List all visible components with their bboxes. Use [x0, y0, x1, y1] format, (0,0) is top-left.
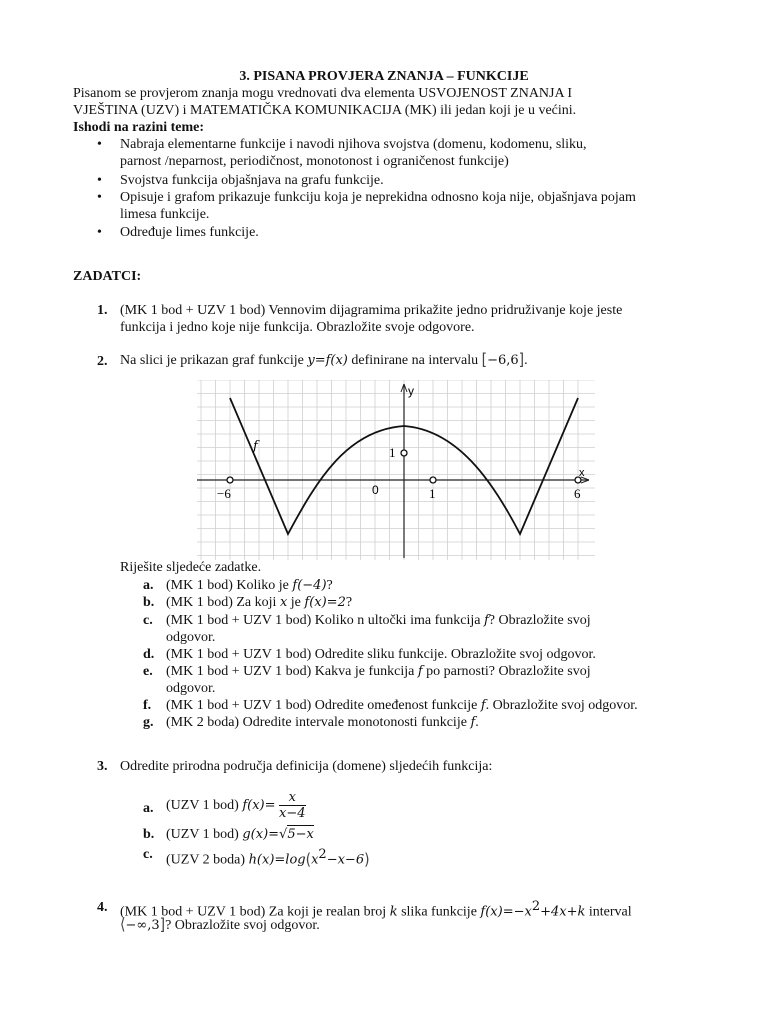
task-4-t3: interval [585, 904, 632, 920]
tasks-heading: ZADATCI: [73, 269, 142, 284]
task-3-text: Odredite prirodna područja definicija (domene) sljedećih funkcija: [120, 759, 493, 774]
sub-f-t2: . Obrazložite svoj odgovor. [485, 698, 638, 713]
sub-g-label: g. [143, 715, 154, 730]
task-1-number: 1. [97, 303, 108, 318]
task-4-formula-b: +4x+k [540, 904, 586, 920]
open-point-y1 [401, 450, 407, 456]
sub-a-formula: f(−4) [292, 578, 327, 593]
sub-g-t2: . [475, 715, 479, 730]
outcome-2: Svojstva funkcija objašnjava na grafu funkcije. [120, 173, 384, 188]
task3-sub-c-lhs: h(x)=log [248, 852, 306, 868]
outcome-4: Određuje limes funkcije. [120, 225, 259, 240]
outcome-1-line-2: parnost /neparnost, periodičnost, monotonost i ograničenost funkcije) [120, 154, 509, 169]
intro-line-2: VJEŠTINA (UZV) i MATEMATIČKA KOMUNIKACIJA (MK) ili jedan koji je u većini. [73, 103, 577, 118]
sqrt-icon: √ [279, 827, 288, 842]
outcomes-heading: Ishodi na razini teme: [73, 120, 205, 135]
sub-c-f: f [483, 613, 489, 628]
tick-label-origin: 0 [372, 483, 379, 497]
sub-c-t1: (MK 1 bod + UZV 1 bod) Koliko n ultočki ima funkcija [166, 613, 484, 628]
task3-sub-c-label: c. [143, 847, 153, 862]
interval-bracket-left: [ [481, 350, 488, 370]
sub-b-t3: ? [345, 595, 353, 610]
task-2-text-a: Na slici je prikazan graf funkcije [120, 353, 304, 368]
graph-grid [197, 380, 595, 560]
y-axis-label: y [408, 384, 414, 398]
sub-c-text [166, 612, 726, 629]
document-title: 3. PISANA PROVJERA ZNANJA – FUNKCIJE [239, 69, 529, 84]
task-4-line-2 [120, 917, 720, 934]
task3-sub-a [166, 790, 726, 821]
task-4-t2: slika funkcije [397, 904, 481, 920]
sub-g-t1: (MK 2 boda) Odredite intervale monotonosti funkcije [166, 715, 471, 730]
task-3-number: 3. [97, 759, 108, 774]
intro-line-1: Pisanom se provjerom znanja mogu vrednovati dva elementa USVOJENOST ZNANJA I [73, 86, 572, 101]
outcome-3-line-1: Opisuje i grafom prikazuje funkciju koja je neprekidna odnosno koja nije, objašnjava pojam [120, 190, 636, 205]
f-label: f [253, 439, 258, 454]
sub-b-label: b. [143, 595, 155, 610]
log-arg-b: −x−6 [326, 852, 365, 868]
task-2-formula: y=f(x) [307, 353, 348, 368]
open-point-neg6 [227, 477, 233, 483]
task-4-number: 4. [97, 900, 108, 915]
outcome-1-line-1: Nabraja elementarne funkcije i navodi njihova svojstva (domenu, kodomenu, sliku, [120, 137, 587, 152]
sub-d-label: d. [143, 647, 155, 662]
sub-c-t2: ? Obrazložite svoj [488, 613, 591, 628]
interval-paren-left: ⟨ [120, 915, 126, 935]
task-2-text-b: definirane na intervalu [351, 353, 479, 368]
fraction-denominator: x−4 [279, 806, 306, 821]
task3-sub-b [166, 826, 726, 843]
task3-sub-a-text: (UZV 1 bod) [166, 798, 239, 813]
tick-label-1: 1 [429, 486, 436, 501]
bullet: • [97, 225, 102, 240]
bullet: • [97, 173, 102, 188]
sub-e-t2: po parnosti? Obrazložite svoj [422, 664, 591, 679]
sub-e-text [166, 663, 726, 680]
task-4-k: k [389, 904, 398, 920]
tick-label-6: 6 [574, 486, 581, 501]
sub-d-text: (MK 1 bod + UZV 1 bod) Odredite sliku funkcije. Obrazložite svoj odgovor. [166, 647, 596, 662]
task3-sub-b-text: (UZV 1 bod) [166, 827, 239, 842]
task-2-solve: Riješite sljedeće zadatke. [120, 560, 262, 575]
radicand: 5−x [287, 827, 314, 842]
sub-c-line-2: odgovor. [166, 630, 216, 645]
task-2-interval: −6,6 [487, 353, 519, 368]
function-graph [197, 380, 595, 560]
interval-bracket-right: ] [159, 915, 166, 935]
sub-b-formula: f(x)=2 [304, 595, 346, 610]
bullet: • [97, 190, 102, 205]
task-2-statement [120, 352, 720, 369]
sub-f-label: f. [143, 698, 152, 713]
sub-b-var: x [279, 595, 288, 610]
tick-label-neg6: −6 [217, 486, 231, 501]
sub-g-f: f [470, 715, 476, 730]
task3-sub-a-lhs: f(x)= [242, 798, 276, 813]
sub-a-label: a. [143, 578, 154, 593]
task-1-line-1: (MK 1 bod + UZV 1 bod) Vennovim dijagramima prikažite jedno pridruživanje koje jeste [120, 303, 623, 318]
sub-a-t2: ? [326, 578, 333, 593]
sub-b-text [166, 594, 726, 611]
sub-f-t1: (MK 1 bod + UZV 1 bod) Odredite omeđenost funkcije [166, 698, 481, 713]
sub-e-label: e. [143, 664, 153, 679]
task-1-line-2: funkcija i jedno koje nije funkcija. Obrazložite svoje odgovore. [120, 320, 475, 335]
task3-sub-a-label: a. [143, 801, 154, 816]
x-axis-label: x [579, 467, 585, 479]
paren-left: ( [305, 850, 312, 869]
sub-b-t2: je [287, 595, 305, 610]
task-4-interval: −∞,3 [125, 918, 160, 933]
sub-a-t1: (MK 1 bod) Koliko je [166, 578, 293, 593]
fraction-numerator: x [279, 790, 306, 806]
sub-f-f: f [480, 698, 486, 713]
tick-label-y1: 1 [389, 445, 396, 460]
sub-e-f: f [417, 664, 423, 679]
open-point-1 [430, 477, 436, 483]
outcome-3-line-2: limesa funkcije. [120, 207, 210, 222]
log-arg-exponent: 2 [318, 847, 327, 862]
bullet: • [97, 137, 102, 152]
sub-e-line-2: odgovor. [166, 681, 216, 696]
task3-sub-c-text: (UZV 2 boda) [166, 852, 246, 868]
task-4-exponent: 2 [531, 899, 541, 914]
sub-e-t1: (MK 1 bod + UZV 1 bod) Kakva je funkcija [166, 664, 418, 679]
sub-b-t1: (MK 1 bod) Za koji [166, 595, 280, 610]
fraction [279, 790, 306, 821]
sub-a-text [166, 577, 726, 594]
sub-g-text [166, 714, 726, 731]
task-2-number: 2. [97, 354, 108, 369]
sub-c-label: c. [143, 613, 153, 628]
task-4-t1: (MK 1 bod + UZV 1 bod) Za koji je realan broj [120, 904, 390, 920]
paren-right: ) [364, 850, 370, 869]
task-4-formula-a: f(x)=−x [480, 904, 532, 920]
task3-sub-c [166, 846, 726, 869]
interval-bracket-right: ] [518, 350, 525, 370]
task3-sub-b-label: b. [143, 827, 155, 842]
task-2-text-c: . [524, 353, 528, 368]
task-4-t4: ? Obrazložite svoj odgovor. [165, 918, 320, 933]
sub-f-text [166, 697, 726, 714]
task3-sub-b-lhs: g(x)= [242, 827, 280, 842]
log-arg-a: x [311, 852, 319, 868]
